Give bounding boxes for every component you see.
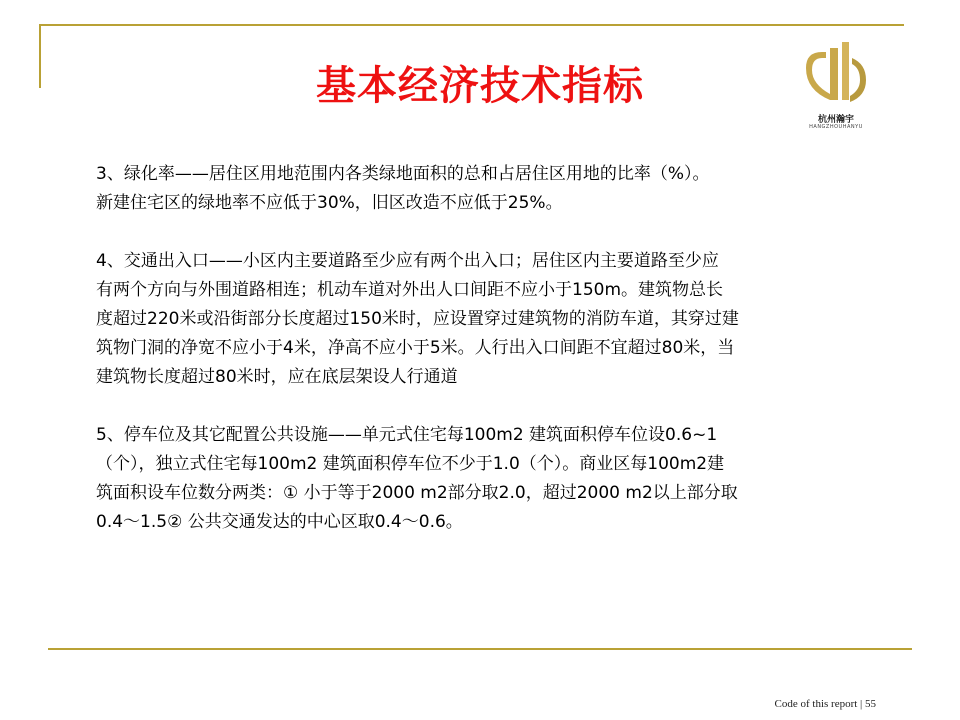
top-border-line [40,24,904,26]
paragraph-traffic-entrance [96,247,906,392]
text-line: （个），独立式住宅每100m2 建筑面积停车位不少于1.0（个）。商业区每100m2建 [96,454,725,474]
text-line: 5、停车位及其它配置公共设施——单元式住宅每100m2 建筑面积停车位设0.6~1 [96,425,718,445]
text-line: 建筑物长度超过80米时，应在底层架设人行通道 [96,367,458,387]
logo-english-name: HANGZHOUHANYU [809,124,863,130]
footer-page-code: Code of this report | 55 [774,698,876,710]
paragraph-parking [96,421,906,537]
text-line: 3、绿化率——居住区用地范围内各类绿地面积的总和占居住区用地的比率（%）。 [96,164,710,184]
company-logo [800,38,872,134]
text-line: 有两个方向与外围道路相连；机动车道对外出人口间距不应小于150m。建筑物总长 [96,280,724,300]
text-line: 筑面积设车位数分两类：① 小于等于2000 m2部分取2.0，超过2000 m2以上部分取 [96,483,738,503]
bottom-border-line [48,648,912,650]
content-body [96,160,906,566]
text-line: 度超过220米或沿街部分长度超过150米时，应设置穿过建筑物的消防车道，其穿过建 [96,309,739,329]
paragraph-green-rate [96,160,906,218]
text-line: 0.4～1.5② 公共交通发达的中心区取0.4～0.6。 [96,512,463,532]
text-line: 筑物门洞的净宽不应小于4米，净高不应小于5米。人行出入口间距不宜超过80米，当 [96,338,735,358]
page-title: 基本经济技术指标 [316,63,644,109]
text-line: 4、交通出入口——小区内主要道路至少应有两个出入口；居住区内主要道路至少应 [96,251,719,271]
logo-mark-icon [800,38,872,110]
text-line: 新建住宅区的绿地率不应低于30%，旧区改造不应低于25%。 [96,193,563,213]
logo-chinese-name: 杭州瀚宇 [817,115,854,125]
